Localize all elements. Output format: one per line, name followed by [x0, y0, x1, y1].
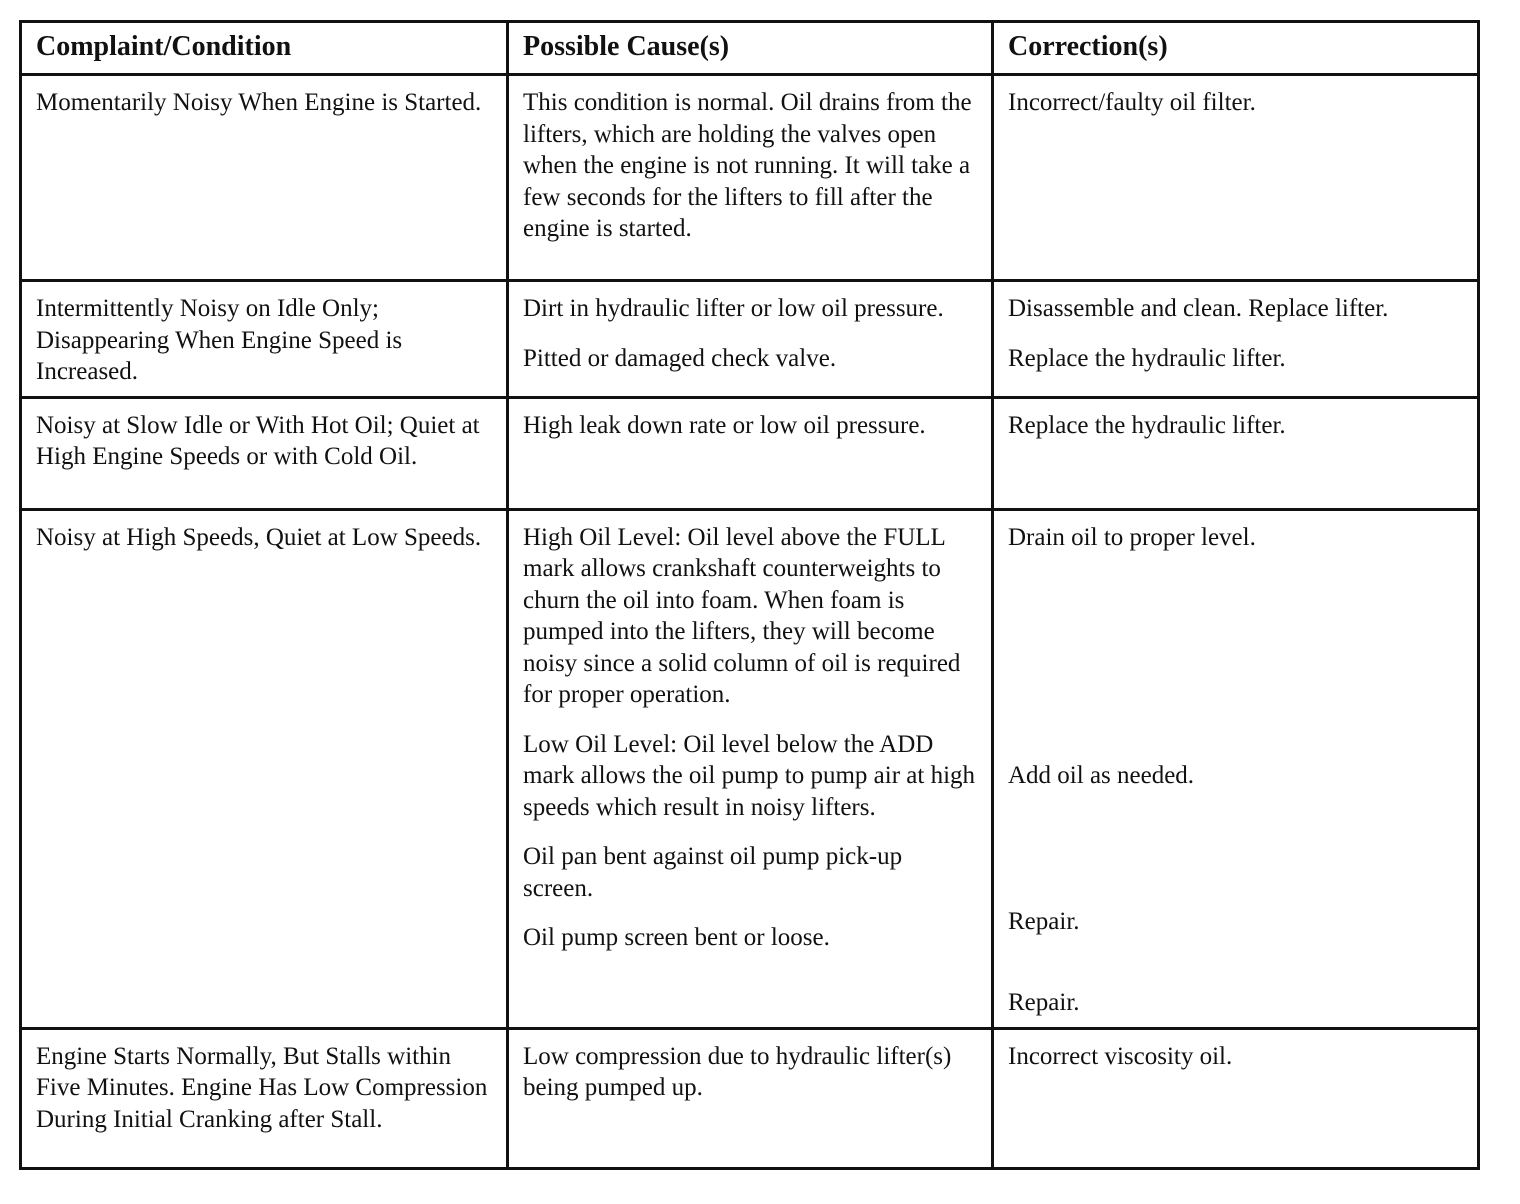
complaint-text: Momentarily Noisy When Engine is Started.: [36, 89, 482, 116]
correction-text: Repair.: [1008, 989, 1080, 1016]
cause-text: Oil pump screen bent or loose.: [523, 924, 830, 951]
table-row: [21, 397, 1479, 509]
complaint-cell: [21, 509, 508, 1028]
cause-text: Low Oil Level: Oil level below the ADD mark allows the oil pump to pump air at high speeds which result in noisy lifters.: [523, 730, 976, 821]
correction-text: Incorrect viscosity oil.: [1008, 1042, 1233, 1070]
correction-text: Disassemble and clean. Replace lifter.: [1008, 295, 1389, 322]
complaint-text: Noisy at Slow Idle or With Hot Oil; Quiet at High Engine Speeds or with Cold Oil.: [36, 411, 480, 470]
complaint-cell: [21, 75, 508, 281]
cause-text: High Oil Level: Oil level above the FULL mark allows crankshaft counterweights to churn the oil into foam. When foam is pumped into the lifters, they will become noisy since a solid column of oil is required for proper operation.: [523, 523, 961, 708]
table-row: [21, 509, 1479, 1028]
cause-text: Pitted or damaged check valve.: [523, 344, 837, 372]
troubleshooting-table: [19, 20, 1480, 1170]
correction-text: Replace the hydraulic lifter.: [1008, 344, 1286, 372]
complaint-text: Noisy at High Speeds, Quiet at Low Speeds.: [36, 523, 482, 551]
table-row: [21, 75, 1479, 281]
correction-text: Add oil as needed.: [1008, 762, 1195, 789]
table-header-row: [21, 22, 1479, 75]
correction-cell: [993, 75, 1479, 281]
cause-cell: [508, 75, 993, 281]
correction-cell: [993, 397, 1479, 509]
cause-text: High leak down rate or low oil pressure.: [523, 411, 926, 439]
header-cause: Possible Cause(s): [508, 22, 993, 75]
complaint-cell: [21, 281, 508, 398]
complaint-cell: [21, 1028, 508, 1168]
correction-text: Incorrect/faulty oil filter.: [1008, 89, 1256, 116]
header-correction: Correction(s): [993, 22, 1479, 75]
cause-text: Low compression due to hydraulic lifter(s) being pumped up.: [523, 1042, 952, 1101]
complaint-text: Engine Starts Normally, But Stalls within Five Minutes. Engine Has Low Compression During Initial Cranking after Stall.: [36, 1042, 488, 1133]
cause-cell: [508, 397, 993, 509]
correction-cell: [993, 509, 1479, 1028]
complaint-text: Intermittently Noisy on Idle Only; Disappearing When Engine Speed is Increased.: [36, 295, 403, 385]
correction-cell: [993, 1028, 1479, 1168]
correction-text: Drain oil to proper level.: [1008, 523, 1256, 551]
cause-cell: [508, 1028, 993, 1168]
cause-text: Oil pan bent against oil pump pick-up screen.: [523, 843, 903, 902]
cause-cell: [508, 281, 993, 398]
cause-text: This condition is normal. Oil drains from the lifters, which are holding the valves open when the engine is not running. It will take a few seconds for the lifters to fill after the engine is started.: [523, 89, 972, 242]
correction-text: Replace the hydraulic lifter.: [1008, 411, 1286, 439]
header-complaint: Complaint/Condition: [21, 22, 508, 75]
complaint-cell: [21, 397, 508, 509]
correction-cell: [993, 281, 1479, 398]
table-row: [21, 281, 1479, 398]
table-row: [21, 1028, 1479, 1168]
cause-cell: [508, 509, 993, 1028]
correction-text: Repair.: [1008, 907, 1080, 935]
cause-text: Dirt in hydraulic lifter or low oil pressure.: [523, 295, 944, 322]
